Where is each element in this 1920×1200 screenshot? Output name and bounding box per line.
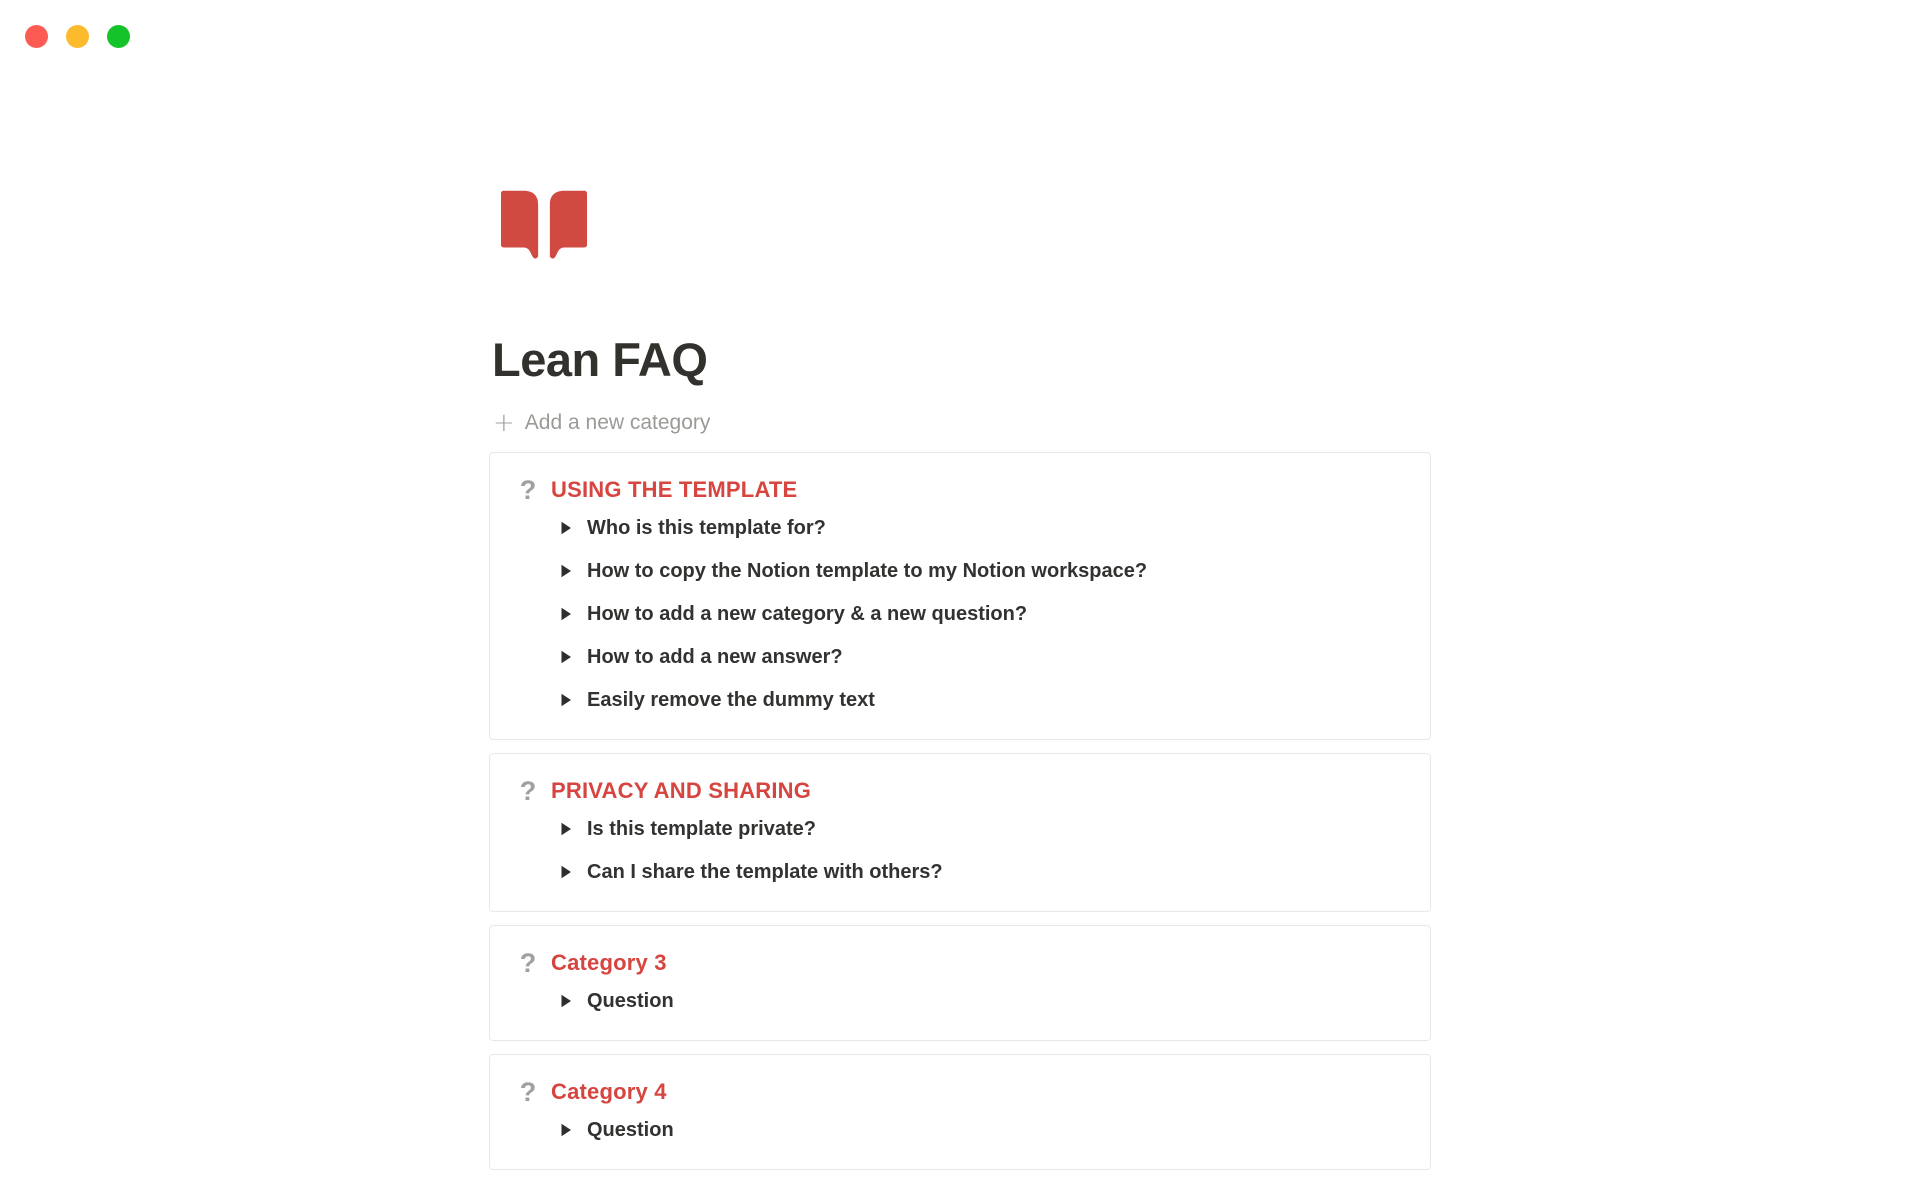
category-card: [489, 925, 1431, 1041]
category-card: [489, 452, 1431, 740]
open-book-icon[interactable]: [501, 190, 587, 260]
question-mark-icon: ?: [519, 947, 537, 978]
minimize-window-button[interactable]: [66, 25, 89, 48]
question-text: Question: [587, 1118, 674, 1141]
question-text: Easily remove the dummy text: [587, 688, 875, 711]
toggle-triangle-icon[interactable]: [560, 1123, 572, 1137]
question-text: Can I share the template with others?: [587, 860, 943, 883]
question-list: [560, 1109, 1404, 1152]
question-toggle[interactable]: [560, 679, 1404, 722]
question-toggle[interactable]: [560, 550, 1404, 593]
question-toggle[interactable]: [560, 1109, 1404, 1152]
add-category-label: Add a new category: [524, 410, 711, 434]
close-window-button[interactable]: [25, 25, 48, 48]
question-mark-icon: ?: [519, 474, 537, 505]
page-title[interactable]: Lean FAQ: [492, 333, 708, 386]
question-text: How to add a new answer?: [587, 645, 843, 668]
category-card: [489, 753, 1431, 912]
category-title[interactable]: PRIVACY AND SHARING: [551, 778, 812, 804]
category-title[interactable]: Category 3: [551, 950, 667, 976]
category-header: [516, 476, 1404, 505]
question-toggle[interactable]: [560, 507, 1404, 550]
toggle-triangle-icon[interactable]: [560, 521, 572, 535]
toggle-triangle-icon[interactable]: [560, 693, 572, 707]
question-text: How to copy the Notion template to my Notion workspace?: [587, 559, 1148, 582]
question-text: Who is this template for?: [587, 516, 826, 539]
category-header: [516, 1078, 1404, 1107]
category-header: [516, 949, 1404, 978]
question-list: [560, 507, 1404, 722]
question-text: How to add a new category & a new question?: [587, 602, 1028, 625]
category-title[interactable]: Category 4: [551, 1079, 667, 1105]
category-card: [489, 1054, 1431, 1170]
category-list: [489, 452, 1431, 1170]
question-mark-icon: ?: [519, 775, 537, 806]
question-toggle[interactable]: [560, 636, 1404, 679]
question-list: [560, 980, 1404, 1023]
zoom-window-button[interactable]: [107, 25, 130, 48]
question-text: Question: [587, 989, 674, 1012]
toggle-triangle-icon[interactable]: [560, 865, 572, 879]
question-toggle[interactable]: [560, 808, 1404, 851]
question-toggle[interactable]: [560, 851, 1404, 894]
window-controls: [25, 25, 130, 48]
question-list: [560, 808, 1404, 894]
question-toggle[interactable]: [560, 593, 1404, 636]
add-category-button[interactable]: [493, 408, 710, 438]
page-content: [489, 0, 1431, 1183]
toggle-triangle-icon[interactable]: [560, 822, 572, 836]
plus-icon: +: [493, 407, 515, 438]
question-mark-icon: ?: [519, 1076, 537, 1107]
category-header: [516, 777, 1404, 806]
toggle-triangle-icon[interactable]: [560, 650, 572, 664]
toggle-triangle-icon[interactable]: [560, 607, 572, 621]
question-toggle[interactable]: [560, 980, 1404, 1023]
category-title[interactable]: USING THE TEMPLATE: [551, 477, 798, 503]
toggle-triangle-icon[interactable]: [560, 564, 572, 578]
toggle-triangle-icon[interactable]: [560, 994, 572, 1008]
question-text: Is this template private?: [587, 817, 816, 840]
